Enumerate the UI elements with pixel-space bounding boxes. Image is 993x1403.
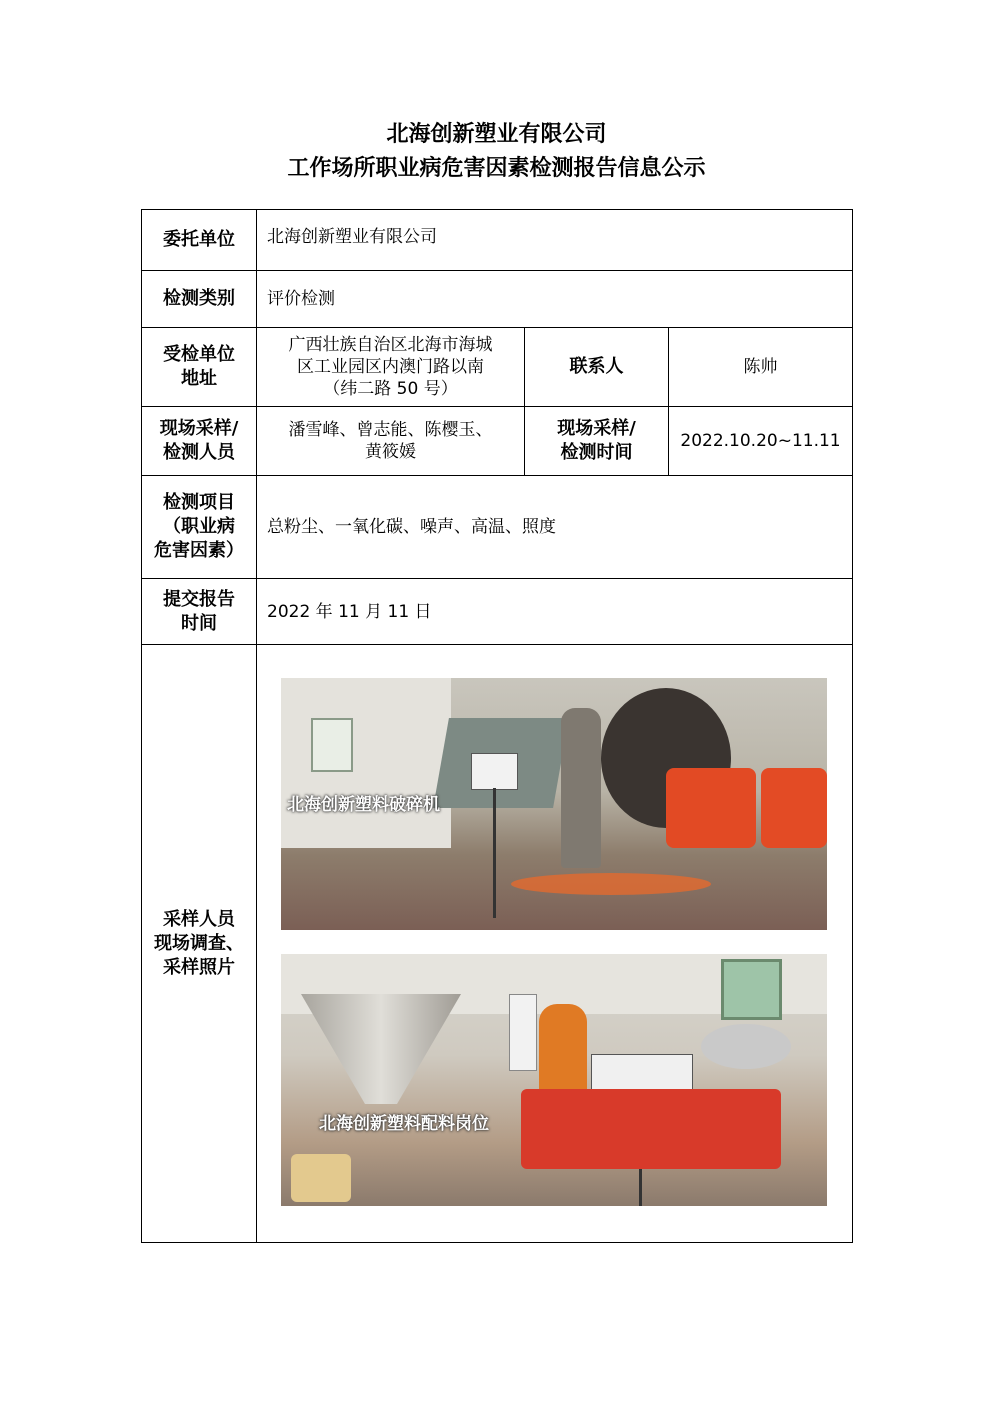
- personnel-label-line2: 检测人员: [163, 442, 235, 463]
- photos-label: [142, 645, 257, 1243]
- items-label-line1: 检测项目: [163, 492, 235, 513]
- crusher-caption: 北海创新塑料破碎机: [287, 795, 440, 815]
- personnel-label: [142, 407, 257, 476]
- row-items: [142, 476, 853, 579]
- wall-panel: [281, 678, 451, 848]
- mixing-hopper: [301, 994, 461, 1104]
- notice-board: [721, 959, 782, 1020]
- plastic-pellets: [511, 873, 711, 895]
- photos-cell: [257, 645, 853, 1243]
- tripod-leg: [493, 788, 496, 918]
- items-value: 总粉尘、一氧化碳、噪声、高温、照度: [257, 476, 853, 579]
- batching-photo: [281, 954, 827, 1206]
- report-table: [141, 209, 853, 1243]
- address-label-line2: 地址: [181, 368, 217, 389]
- red-bin: [521, 1089, 781, 1169]
- red-tub-right: [761, 768, 827, 848]
- control-panel: [509, 994, 537, 1071]
- address-line1: 广西壮族自治区北海市海城: [288, 335, 493, 355]
- sampling-device: [471, 753, 518, 790]
- submit-label: [142, 579, 257, 645]
- crusher-photo: [281, 678, 827, 930]
- personnel-label-line1: 现场采样/: [159, 418, 239, 439]
- photos-label-line1: 采样人员: [163, 908, 235, 930]
- personnel-line1: 潘雪峰、曾志能、陈樱玉、: [288, 420, 493, 440]
- row-photos: [142, 645, 853, 1243]
- company-title: 北海创新塑业有限公司: [386, 121, 607, 147]
- personnel-value: [257, 407, 525, 476]
- submit-label-line1: 提交报告: [163, 588, 235, 610]
- control-box: [311, 718, 353, 772]
- sampling-time-label: [525, 407, 669, 476]
- contact-value: 陈帅: [669, 328, 853, 407]
- personnel-line2: 黄筱媛: [365, 442, 416, 462]
- row-category: [142, 271, 853, 328]
- row-address: [142, 328, 853, 407]
- submit-label-line2: 时间: [181, 612, 217, 634]
- items-label-line2: （职业病: [163, 516, 235, 537]
- photos-label-line2: 现场调查、: [154, 932, 244, 954]
- submit-value: 2022 年 11 月 11 日: [257, 579, 853, 645]
- red-tub-left: [666, 768, 756, 848]
- items-label-line3: 危害因素）: [154, 540, 244, 561]
- sampling-time-value: 2022.10.20~11.11: [669, 407, 853, 476]
- worker: [561, 708, 601, 868]
- batching-caption: 北海创新塑料配料岗位: [319, 1114, 489, 1134]
- sampling-time-label-line1: 现场采样/: [557, 418, 636, 439]
- client-value: 北海创新塑业有限公司: [257, 210, 853, 271]
- address-line2: 区工业园区内澳门路以南: [297, 357, 484, 377]
- address-value: [257, 328, 525, 407]
- photos-container: [257, 645, 852, 1241]
- address-label-line1: 受检单位: [163, 344, 235, 365]
- material-bucket: [291, 1154, 351, 1202]
- address-line3: （纬二路 50 号）: [323, 379, 458, 399]
- category-label: 检测类别: [142, 271, 257, 328]
- items-label: [142, 476, 257, 579]
- client-label: 委托单位: [142, 210, 257, 271]
- address-label: [142, 328, 257, 407]
- row-submit: [142, 579, 853, 645]
- row-client: [142, 210, 853, 271]
- row-personnel: [142, 407, 853, 476]
- contact-label: 联系人: [525, 328, 669, 407]
- steel-bowl: [701, 1024, 791, 1069]
- report-title: 工作场所职业病危害因素检测报告信息公示: [287, 155, 706, 181]
- sampling-time-label-line2: 检测时间: [560, 442, 633, 463]
- photos-label-line3: 采样照片: [163, 956, 235, 978]
- category-value: 评价检测: [257, 271, 853, 328]
